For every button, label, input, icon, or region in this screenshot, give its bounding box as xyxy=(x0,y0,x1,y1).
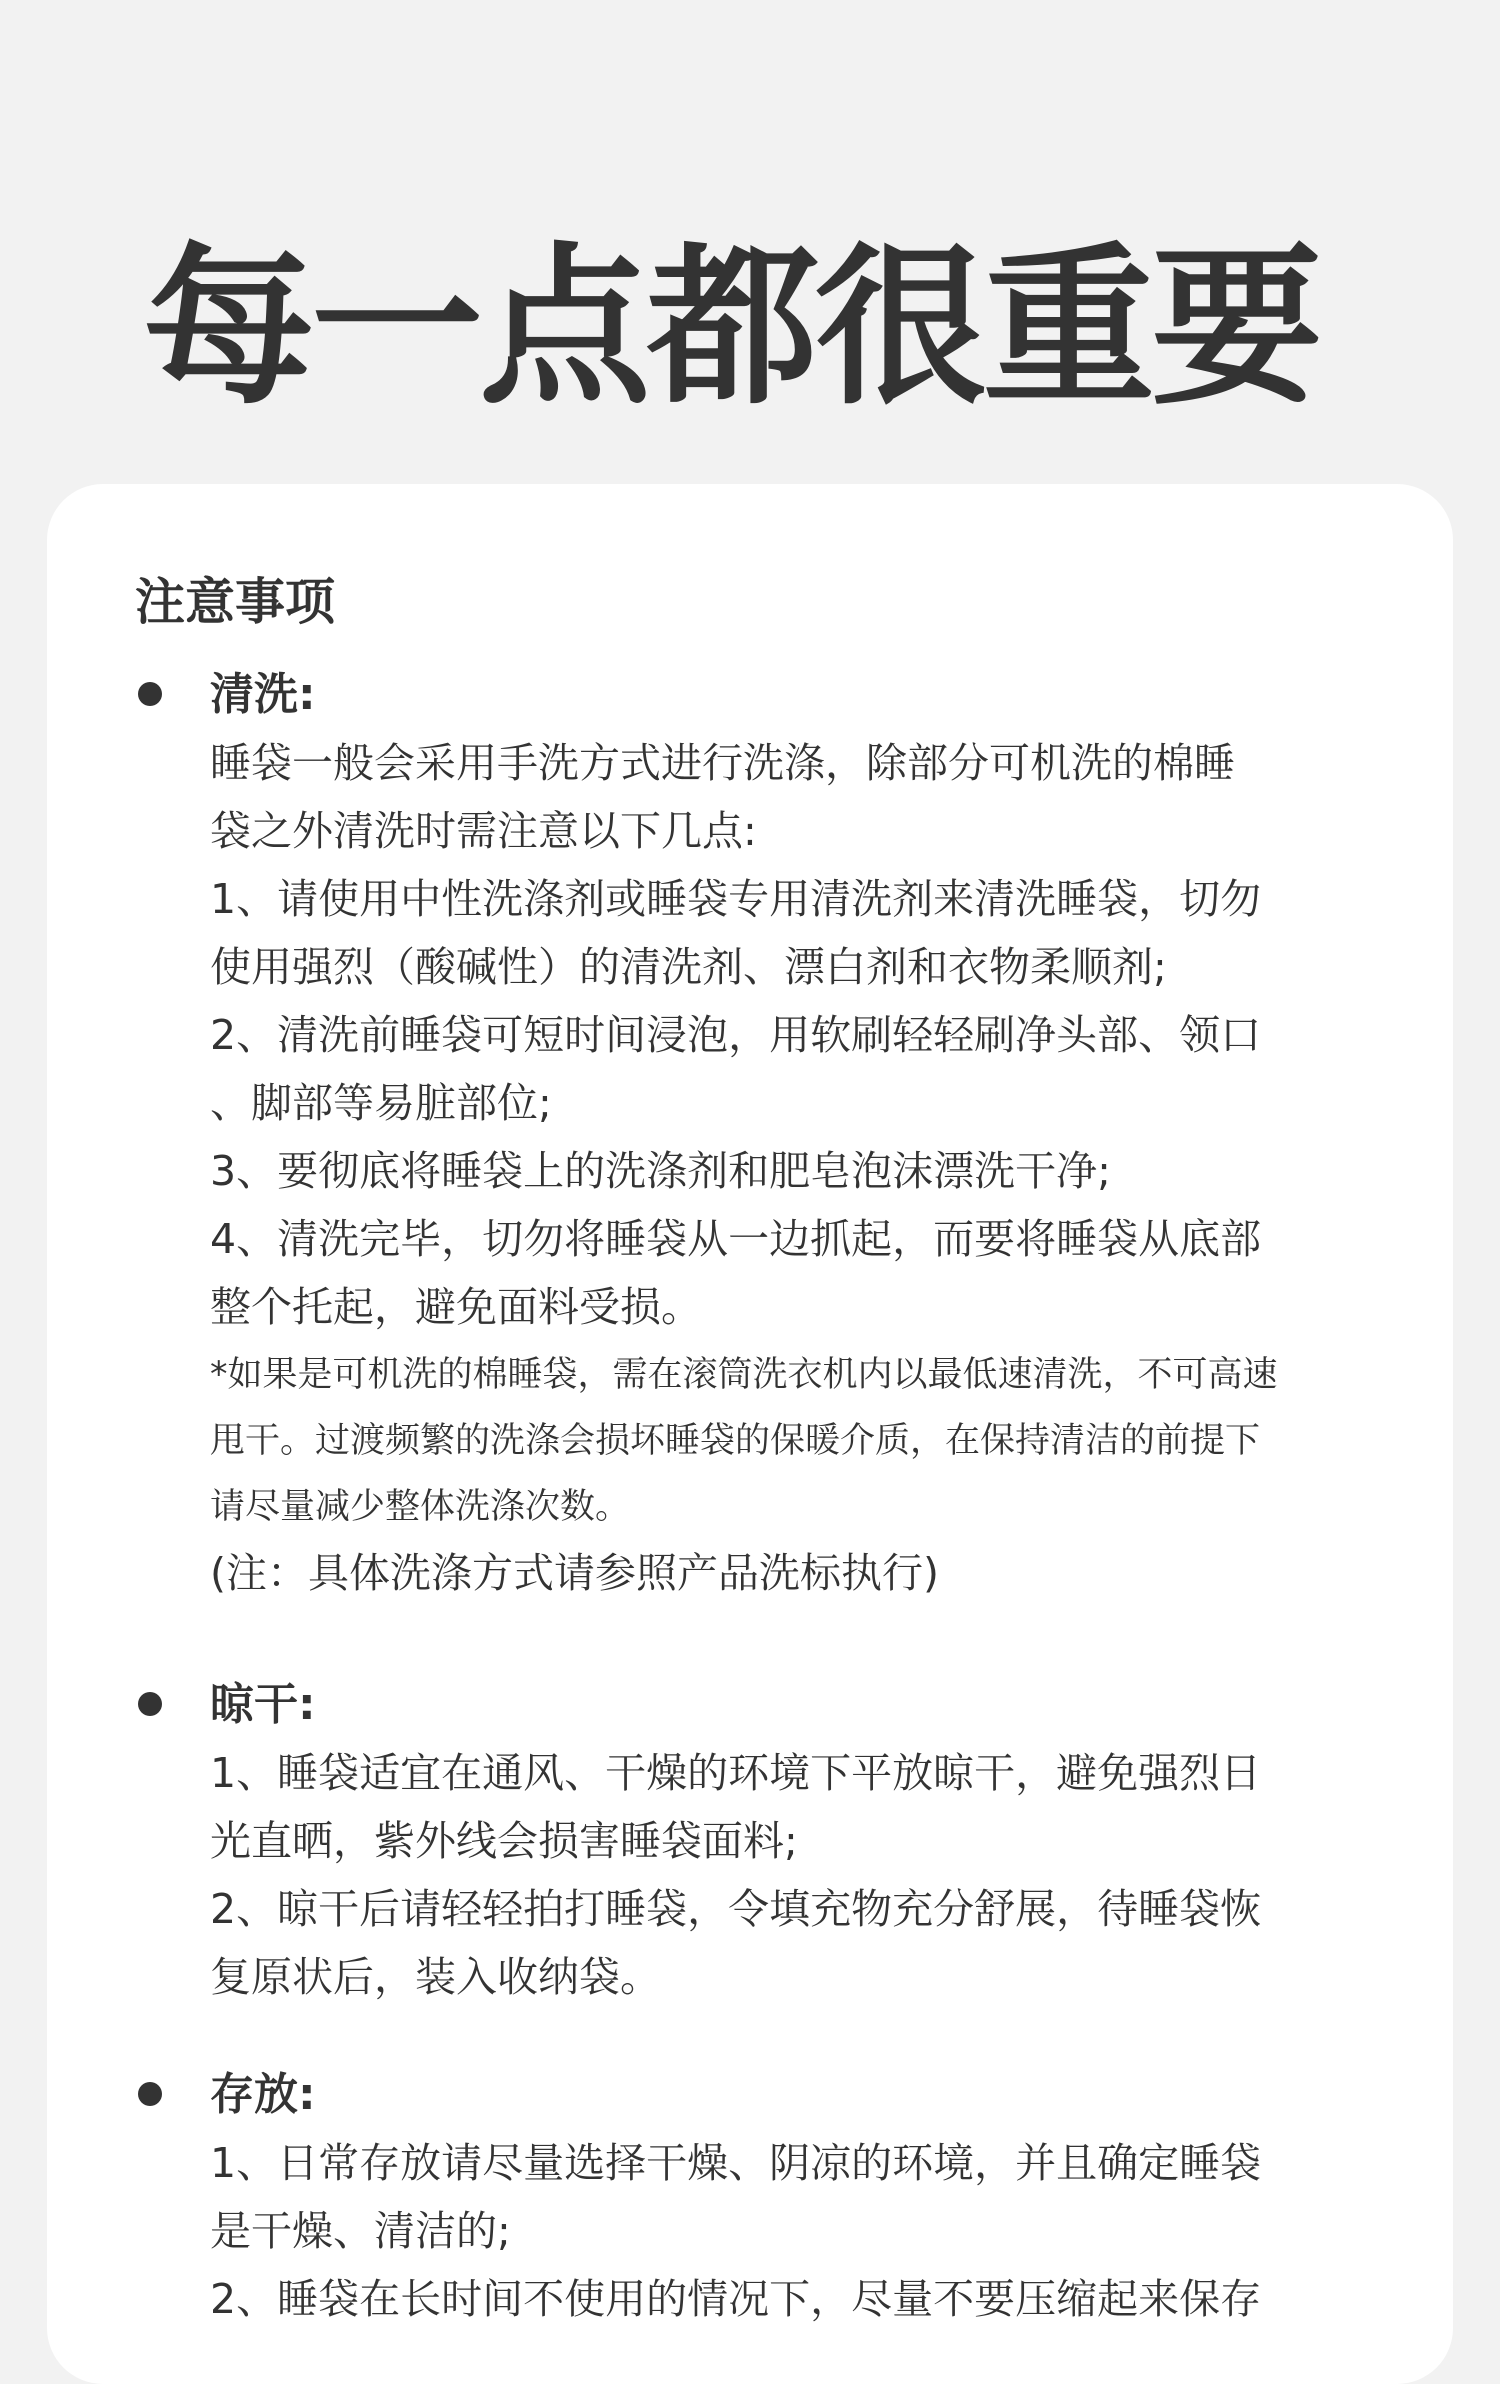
section-line: 光直晒，紫外线会损害睡袋面料; xyxy=(210,1817,798,1865)
section-line: 2、清洗前睡袋可短时间浸泡，用软刷轻轻刷净头部、领口 xyxy=(210,1011,1262,1059)
section-heading: 晾干: xyxy=(210,1679,316,1730)
section-line: 复原状后，装入收纳袋。 xyxy=(210,1953,661,2001)
page-headline: 每一点都很重要 xyxy=(143,227,1319,428)
section-line: 整个托起，避免面料受损。 xyxy=(210,1283,702,1331)
card-title: 注意事项 xyxy=(135,573,335,631)
section-line: 袋之外清洗时需注意以下几点: xyxy=(210,807,757,855)
section-line: 4、清洗完毕，切勿将睡袋从一边抓起，而要将睡袋从底部 xyxy=(210,1215,1262,1263)
section-drying xyxy=(47,1680,1453,2020)
section-storage xyxy=(47,2070,1453,2330)
section-footnote-line: 请尽量减少整体洗涤次数。 xyxy=(210,1487,631,1527)
section-washing xyxy=(47,670,1453,1610)
section-line: 是干燥、清洁的; xyxy=(210,2207,511,2255)
bullet-dot-icon xyxy=(138,1692,162,1716)
bullet-dot-icon xyxy=(138,2082,162,2106)
section-note: (注：具体洗涤方式请参照产品洗标执行) xyxy=(210,1549,939,1597)
section-footnote-line: 甩干。过渡频繁的洗涤会损坏睡袋的保暖介质，在保持清洁的前提下 xyxy=(210,1421,1261,1461)
section-line: 1、睡袋适宜在通风、干燥的环境下平放晾干，避免强烈日 xyxy=(210,1749,1262,1797)
care-instructions-card xyxy=(47,484,1453,2384)
bullet-dot-icon xyxy=(138,682,162,706)
section-line: 、脚部等易脏部位; xyxy=(210,1079,552,1127)
section-line: 睡袋一般会采用手洗方式进行洗涤，除部分可机洗的棉睡 xyxy=(210,739,1235,787)
section-heading: 清洗: xyxy=(210,669,316,720)
section-footnote-line: *如果是可机洗的棉睡袋，需在滚筒洗衣机内以最低速清洗，不可高速 xyxy=(210,1355,1278,1395)
section-line: 2、睡袋在长时间不使用的情况下，尽量不要压缩起来保存 xyxy=(210,2275,1262,2323)
section-line: 2、晾干后请轻轻拍打睡袋，令填充物充分舒展，待睡袋恢 xyxy=(210,1885,1262,1933)
section-line: 1、日常存放请尽量选择干燥、阴凉的环境，并且确定睡袋 xyxy=(210,2139,1262,2187)
section-line: 3、要彻底将睡袋上的洗涤剂和肥皂泡沫漂洗干净; xyxy=(210,1147,1111,1195)
section-line: 1、请使用中性洗涤剂或睡袋专用清洗剂来清洗睡袋，切勿 xyxy=(210,875,1262,923)
section-heading: 存放: xyxy=(210,2069,316,2120)
section-line: 使用强烈（酸碱性）的清洗剂、漂白剂和衣物柔顺剂; xyxy=(210,943,1167,991)
